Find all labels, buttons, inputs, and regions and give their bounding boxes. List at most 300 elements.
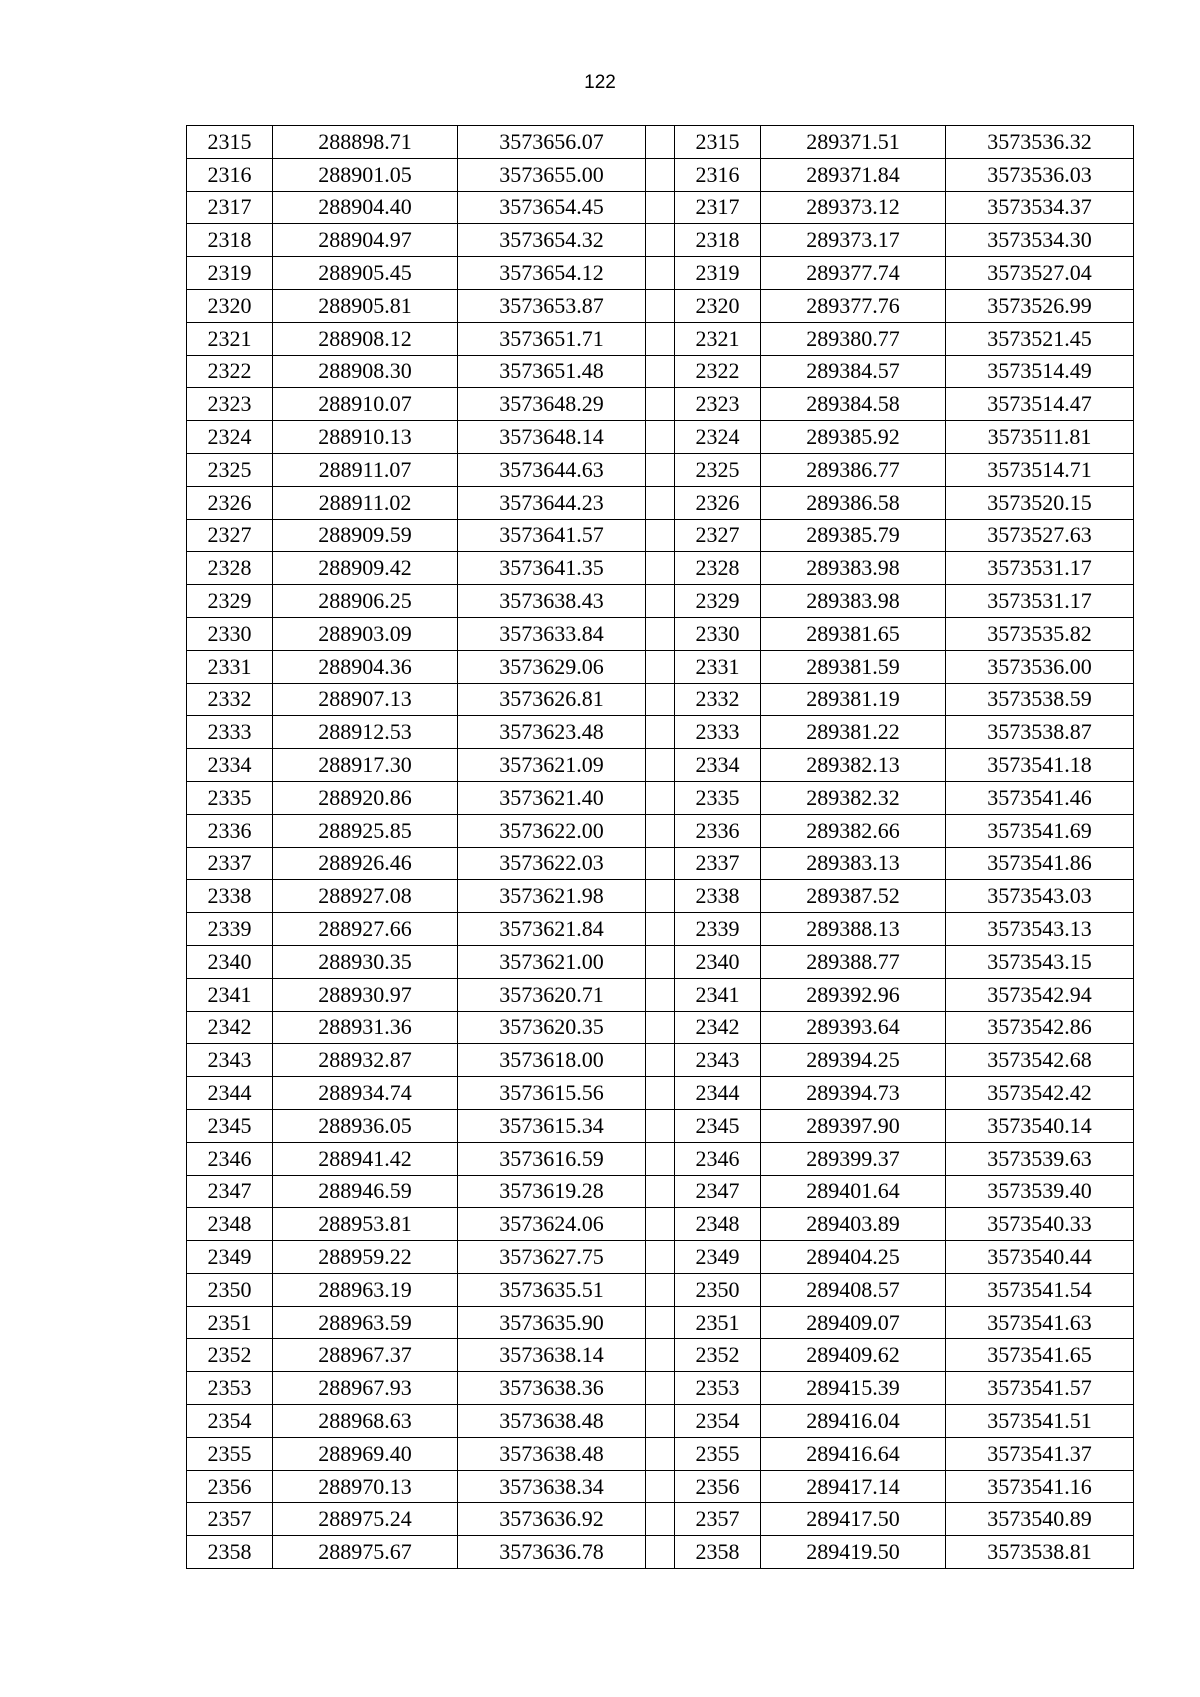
right-x-coordinate-cell: 289383.13 [761, 847, 946, 880]
left-y-coordinate-cell: 3573654.12 [458, 257, 646, 290]
right-point-number-cell: 2349 [675, 1241, 761, 1274]
right-point-number-cell: 2352 [675, 1339, 761, 1372]
left-y-coordinate-cell: 3573619.28 [458, 1175, 646, 1208]
right-x-coordinate-cell: 289386.77 [761, 453, 946, 486]
right-y-coordinate-cell: 3573542.94 [946, 978, 1134, 1011]
right-x-coordinate-cell: 289387.52 [761, 880, 946, 913]
left-y-coordinate-cell: 3573635.90 [458, 1306, 646, 1339]
left-y-coordinate-cell: 3573620.35 [458, 1011, 646, 1044]
right-x-coordinate-cell: 289371.51 [761, 126, 946, 159]
right-y-coordinate-cell: 3573538.81 [946, 1536, 1134, 1569]
right-y-coordinate-cell: 3573542.42 [946, 1077, 1134, 1110]
right-y-coordinate-cell: 3573541.46 [946, 781, 1134, 814]
left-x-coordinate-cell: 288946.59 [273, 1175, 458, 1208]
right-x-coordinate-cell: 289382.32 [761, 781, 946, 814]
right-y-coordinate-cell: 3573511.81 [946, 421, 1134, 454]
right-x-coordinate-cell: 289380.77 [761, 322, 946, 355]
right-x-coordinate-cell: 289388.13 [761, 913, 946, 946]
right-y-coordinate-cell: 3573541.86 [946, 847, 1134, 880]
right-point-number-cell: 2336 [675, 814, 761, 847]
left-x-coordinate-cell: 288909.42 [273, 552, 458, 585]
left-y-coordinate-cell: 3573638.34 [458, 1470, 646, 1503]
left-x-coordinate-cell: 288917.30 [273, 749, 458, 782]
right-point-number-cell: 2350 [675, 1273, 761, 1306]
left-y-coordinate-cell: 3573615.56 [458, 1077, 646, 1110]
left-point-number-cell: 2318 [187, 224, 273, 257]
left-point-number-cell: 2326 [187, 486, 273, 519]
spacer-cell [646, 1339, 675, 1372]
left-x-coordinate-cell: 288926.46 [273, 847, 458, 880]
left-point-number-cell: 2349 [187, 1241, 273, 1274]
table-row [187, 257, 1134, 290]
left-y-coordinate-cell: 3573622.00 [458, 814, 646, 847]
right-point-number-cell: 2346 [675, 1142, 761, 1175]
left-point-number-cell: 2335 [187, 781, 273, 814]
right-point-number-cell: 2348 [675, 1208, 761, 1241]
right-y-coordinate-cell: 3573543.03 [946, 880, 1134, 913]
left-y-coordinate-cell: 3573638.43 [458, 585, 646, 618]
right-x-coordinate-cell: 289417.50 [761, 1503, 946, 1536]
right-x-coordinate-cell: 289383.98 [761, 585, 946, 618]
right-point-number-cell: 2328 [675, 552, 761, 585]
spacer-cell [646, 1405, 675, 1438]
right-x-coordinate-cell: 289384.58 [761, 388, 946, 421]
spacer-cell [646, 1306, 675, 1339]
left-y-coordinate-cell: 3573644.63 [458, 453, 646, 486]
spacer-cell [646, 1011, 675, 1044]
table-row [187, 1273, 1134, 1306]
left-point-number-cell: 2328 [187, 552, 273, 585]
page-number: 122 [584, 72, 616, 93]
right-point-number-cell: 2351 [675, 1306, 761, 1339]
left-x-coordinate-cell: 288908.12 [273, 322, 458, 355]
right-x-coordinate-cell: 289404.25 [761, 1241, 946, 1274]
left-x-coordinate-cell: 288911.02 [273, 486, 458, 519]
left-y-coordinate-cell: 3573627.75 [458, 1241, 646, 1274]
right-point-number-cell: 2329 [675, 585, 761, 618]
right-point-number-cell: 2332 [675, 683, 761, 716]
spacer-cell [646, 617, 675, 650]
left-x-coordinate-cell: 288968.63 [273, 1405, 458, 1438]
spacer-cell [646, 585, 675, 618]
left-y-coordinate-cell: 3573615.34 [458, 1109, 646, 1142]
right-point-number-cell: 2326 [675, 486, 761, 519]
right-x-coordinate-cell: 289373.17 [761, 224, 946, 257]
left-point-number-cell: 2321 [187, 322, 273, 355]
left-x-coordinate-cell: 288910.13 [273, 421, 458, 454]
left-y-coordinate-cell: 3573621.40 [458, 781, 646, 814]
table-row [187, 126, 1134, 159]
spacer-cell [646, 158, 675, 191]
table-row [187, 1372, 1134, 1405]
left-y-coordinate-cell: 3573618.00 [458, 1044, 646, 1077]
spacer-cell [646, 650, 675, 683]
left-y-coordinate-cell: 3573655.00 [458, 158, 646, 191]
left-point-number-cell: 2320 [187, 289, 273, 322]
spacer-cell [646, 1077, 675, 1110]
left-point-number-cell: 2347 [187, 1175, 273, 1208]
right-y-coordinate-cell: 3573514.47 [946, 388, 1134, 421]
table-row [187, 683, 1134, 716]
left-x-coordinate-cell: 288970.13 [273, 1470, 458, 1503]
right-y-coordinate-cell: 3573541.57 [946, 1372, 1134, 1405]
spacer-cell [646, 191, 675, 224]
right-point-number-cell: 2318 [675, 224, 761, 257]
table-row [187, 585, 1134, 618]
table-row [187, 749, 1134, 782]
table-row [187, 1306, 1134, 1339]
left-x-coordinate-cell: 288898.71 [273, 126, 458, 159]
left-x-coordinate-cell: 288931.36 [273, 1011, 458, 1044]
left-x-coordinate-cell: 288904.40 [273, 191, 458, 224]
right-x-coordinate-cell: 289403.89 [761, 1208, 946, 1241]
left-y-coordinate-cell: 3573621.00 [458, 945, 646, 978]
table-row [187, 158, 1134, 191]
table-row [187, 1208, 1134, 1241]
table-row [187, 388, 1134, 421]
left-x-coordinate-cell: 288930.35 [273, 945, 458, 978]
left-point-number-cell: 2356 [187, 1470, 273, 1503]
left-x-coordinate-cell: 288907.13 [273, 683, 458, 716]
left-point-number-cell: 2342 [187, 1011, 273, 1044]
right-x-coordinate-cell: 289416.64 [761, 1437, 946, 1470]
left-x-coordinate-cell: 288927.08 [273, 880, 458, 913]
left-x-coordinate-cell: 288941.42 [273, 1142, 458, 1175]
right-y-coordinate-cell: 3573536.03 [946, 158, 1134, 191]
left-point-number-cell: 2323 [187, 388, 273, 421]
table-row [187, 880, 1134, 913]
left-x-coordinate-cell: 288930.97 [273, 978, 458, 1011]
left-x-coordinate-cell: 288953.81 [273, 1208, 458, 1241]
right-x-coordinate-cell: 289388.77 [761, 945, 946, 978]
left-x-coordinate-cell: 288904.36 [273, 650, 458, 683]
right-point-number-cell: 2327 [675, 519, 761, 552]
table-row [187, 716, 1134, 749]
right-point-number-cell: 2334 [675, 749, 761, 782]
right-y-coordinate-cell: 3573540.14 [946, 1109, 1134, 1142]
left-x-coordinate-cell: 288912.53 [273, 716, 458, 749]
right-point-number-cell: 2321 [675, 322, 761, 355]
table-row [187, 1175, 1134, 1208]
right-y-coordinate-cell: 3573543.15 [946, 945, 1134, 978]
right-x-coordinate-cell: 289383.98 [761, 552, 946, 585]
right-point-number-cell: 2358 [675, 1536, 761, 1569]
table-row [187, 1142, 1134, 1175]
table-row [187, 1470, 1134, 1503]
left-x-coordinate-cell: 288925.85 [273, 814, 458, 847]
right-point-number-cell: 2347 [675, 1175, 761, 1208]
left-x-coordinate-cell: 288901.05 [273, 158, 458, 191]
right-y-coordinate-cell: 3573541.65 [946, 1339, 1134, 1372]
left-y-coordinate-cell: 3573653.87 [458, 289, 646, 322]
right-y-coordinate-cell: 3573527.04 [946, 257, 1134, 290]
right-point-number-cell: 2325 [675, 453, 761, 486]
right-x-coordinate-cell: 289397.90 [761, 1109, 946, 1142]
spacer-cell [646, 978, 675, 1011]
right-x-coordinate-cell: 289381.19 [761, 683, 946, 716]
right-point-number-cell: 2333 [675, 716, 761, 749]
left-point-number-cell: 2354 [187, 1405, 273, 1438]
right-point-number-cell: 2353 [675, 1372, 761, 1405]
table-row [187, 453, 1134, 486]
right-y-coordinate-cell: 3573514.49 [946, 355, 1134, 388]
right-x-coordinate-cell: 289409.62 [761, 1339, 946, 1372]
left-point-number-cell: 2330 [187, 617, 273, 650]
left-x-coordinate-cell: 288927.66 [273, 913, 458, 946]
left-y-coordinate-cell: 3573621.98 [458, 880, 646, 913]
right-y-coordinate-cell: 3573534.30 [946, 224, 1134, 257]
right-x-coordinate-cell: 289415.39 [761, 1372, 946, 1405]
right-y-coordinate-cell: 3573531.17 [946, 552, 1134, 585]
right-y-coordinate-cell: 3573541.51 [946, 1405, 1134, 1438]
table-row [187, 847, 1134, 880]
left-point-number-cell: 2338 [187, 880, 273, 913]
right-y-coordinate-cell: 3573535.82 [946, 617, 1134, 650]
right-point-number-cell: 2315 [675, 126, 761, 159]
right-point-number-cell: 2331 [675, 650, 761, 683]
left-x-coordinate-cell: 288959.22 [273, 1241, 458, 1274]
table-row [187, 1011, 1134, 1044]
right-point-number-cell: 2342 [675, 1011, 761, 1044]
left-point-number-cell: 2348 [187, 1208, 273, 1241]
table-row [187, 1044, 1134, 1077]
right-y-coordinate-cell: 3573534.37 [946, 191, 1134, 224]
left-x-coordinate-cell: 288969.40 [273, 1437, 458, 1470]
right-y-coordinate-cell: 3573527.63 [946, 519, 1134, 552]
left-y-coordinate-cell: 3573626.81 [458, 683, 646, 716]
right-x-coordinate-cell: 289377.74 [761, 257, 946, 290]
left-y-coordinate-cell: 3573635.51 [458, 1273, 646, 1306]
right-point-number-cell: 2330 [675, 617, 761, 650]
left-point-number-cell: 2350 [187, 1273, 273, 1306]
right-x-coordinate-cell: 289382.66 [761, 814, 946, 847]
left-point-number-cell: 2333 [187, 716, 273, 749]
spacer-cell [646, 913, 675, 946]
left-y-coordinate-cell: 3573624.06 [458, 1208, 646, 1241]
left-x-coordinate-cell: 288975.24 [273, 1503, 458, 1536]
left-y-coordinate-cell: 3573636.92 [458, 1503, 646, 1536]
table-row [187, 650, 1134, 683]
left-point-number-cell: 2346 [187, 1142, 273, 1175]
coordinates-table-body [187, 126, 1134, 1569]
spacer-cell [646, 716, 675, 749]
left-x-coordinate-cell: 288903.09 [273, 617, 458, 650]
table-row [187, 1109, 1134, 1142]
right-point-number-cell: 2338 [675, 880, 761, 913]
right-x-coordinate-cell: 289394.25 [761, 1044, 946, 1077]
left-point-number-cell: 2337 [187, 847, 273, 880]
left-y-coordinate-cell: 3573620.71 [458, 978, 646, 1011]
left-point-number-cell: 2343 [187, 1044, 273, 1077]
left-point-number-cell: 2327 [187, 519, 273, 552]
right-point-number-cell: 2357 [675, 1503, 761, 1536]
table-row [187, 945, 1134, 978]
spacer-cell [646, 1503, 675, 1536]
left-x-coordinate-cell: 288906.25 [273, 585, 458, 618]
right-y-coordinate-cell: 3573542.86 [946, 1011, 1134, 1044]
spacer-cell [646, 1142, 675, 1175]
left-y-coordinate-cell: 3573648.29 [458, 388, 646, 421]
right-point-number-cell: 2320 [675, 289, 761, 322]
right-y-coordinate-cell: 3573521.45 [946, 322, 1134, 355]
spacer-cell [646, 224, 675, 257]
left-x-coordinate-cell: 288920.86 [273, 781, 458, 814]
table-row [187, 1339, 1134, 1372]
table-row [187, 289, 1134, 322]
right-point-number-cell: 2316 [675, 158, 761, 191]
left-y-coordinate-cell: 3573633.84 [458, 617, 646, 650]
left-point-number-cell: 2331 [187, 650, 273, 683]
right-y-coordinate-cell: 3573539.40 [946, 1175, 1134, 1208]
right-point-number-cell: 2355 [675, 1437, 761, 1470]
right-y-coordinate-cell: 3573541.18 [946, 749, 1134, 782]
right-y-coordinate-cell: 3573542.68 [946, 1044, 1134, 1077]
left-y-coordinate-cell: 3573651.48 [458, 355, 646, 388]
table-row [187, 1241, 1134, 1274]
table-row [187, 781, 1134, 814]
spacer-cell [646, 355, 675, 388]
left-point-number-cell: 2353 [187, 1372, 273, 1405]
right-y-coordinate-cell: 3573536.32 [946, 126, 1134, 159]
table-row [187, 1503, 1134, 1536]
right-x-coordinate-cell: 289373.12 [761, 191, 946, 224]
table-row [187, 1077, 1134, 1110]
right-point-number-cell: 2324 [675, 421, 761, 454]
right-x-coordinate-cell: 289419.50 [761, 1536, 946, 1569]
table-row [187, 322, 1134, 355]
spacer-cell [646, 1109, 675, 1142]
left-y-coordinate-cell: 3573636.78 [458, 1536, 646, 1569]
right-x-coordinate-cell: 289399.37 [761, 1142, 946, 1175]
table-row [187, 355, 1134, 388]
spacer-cell [646, 1273, 675, 1306]
right-x-coordinate-cell: 289393.64 [761, 1011, 946, 1044]
left-point-number-cell: 2336 [187, 814, 273, 847]
table-row [187, 1437, 1134, 1470]
left-point-number-cell: 2334 [187, 749, 273, 782]
left-y-coordinate-cell: 3573621.09 [458, 749, 646, 782]
table-row [187, 913, 1134, 946]
left-point-number-cell: 2325 [187, 453, 273, 486]
left-point-number-cell: 2329 [187, 585, 273, 618]
right-x-coordinate-cell: 289417.14 [761, 1470, 946, 1503]
table-row [187, 1536, 1134, 1569]
table-row [187, 191, 1134, 224]
left-x-coordinate-cell: 288963.59 [273, 1306, 458, 1339]
table-row [187, 1405, 1134, 1438]
left-x-coordinate-cell: 288910.07 [273, 388, 458, 421]
spacer-cell [646, 453, 675, 486]
left-y-coordinate-cell: 3573638.48 [458, 1405, 646, 1438]
left-y-coordinate-cell: 3573621.84 [458, 913, 646, 946]
left-x-coordinate-cell: 288963.19 [273, 1273, 458, 1306]
left-point-number-cell: 2319 [187, 257, 273, 290]
spacer-cell [646, 1175, 675, 1208]
right-y-coordinate-cell: 3573538.87 [946, 716, 1134, 749]
right-point-number-cell: 2339 [675, 913, 761, 946]
right-y-coordinate-cell: 3573531.17 [946, 585, 1134, 618]
left-point-number-cell: 2332 [187, 683, 273, 716]
right-x-coordinate-cell: 289385.79 [761, 519, 946, 552]
spacer-cell [646, 945, 675, 978]
left-y-coordinate-cell: 3573638.36 [458, 1372, 646, 1405]
spacer-cell [646, 814, 675, 847]
left-point-number-cell: 2351 [187, 1306, 273, 1339]
spacer-cell [646, 257, 675, 290]
left-point-number-cell: 2324 [187, 421, 273, 454]
left-point-number-cell: 2345 [187, 1109, 273, 1142]
spacer-cell [646, 749, 675, 782]
left-y-coordinate-cell: 3573641.57 [458, 519, 646, 552]
right-point-number-cell: 2319 [675, 257, 761, 290]
right-y-coordinate-cell: 3573540.33 [946, 1208, 1134, 1241]
left-y-coordinate-cell: 3573648.14 [458, 421, 646, 454]
right-y-coordinate-cell: 3573541.69 [946, 814, 1134, 847]
spacer-cell [646, 486, 675, 519]
right-x-coordinate-cell: 289408.57 [761, 1273, 946, 1306]
right-point-number-cell: 2354 [675, 1405, 761, 1438]
spacer-cell [646, 388, 675, 421]
left-x-coordinate-cell: 288905.45 [273, 257, 458, 290]
spacer-cell [646, 1372, 675, 1405]
left-point-number-cell: 2315 [187, 126, 273, 159]
table-row [187, 421, 1134, 454]
right-point-number-cell: 2356 [675, 1470, 761, 1503]
right-x-coordinate-cell: 289386.58 [761, 486, 946, 519]
right-x-coordinate-cell: 289377.76 [761, 289, 946, 322]
table-row [187, 978, 1134, 1011]
right-point-number-cell: 2343 [675, 1044, 761, 1077]
spacer-cell [646, 519, 675, 552]
left-x-coordinate-cell: 288905.81 [273, 289, 458, 322]
spacer-cell [646, 1241, 675, 1274]
left-y-coordinate-cell: 3573654.45 [458, 191, 646, 224]
spacer-cell [646, 322, 675, 355]
left-y-coordinate-cell: 3573616.59 [458, 1142, 646, 1175]
table-row [187, 519, 1134, 552]
right-y-coordinate-cell: 3573520.15 [946, 486, 1134, 519]
right-point-number-cell: 2322 [675, 355, 761, 388]
spacer-cell [646, 1437, 675, 1470]
left-y-coordinate-cell: 3573638.14 [458, 1339, 646, 1372]
right-x-coordinate-cell: 289381.59 [761, 650, 946, 683]
right-y-coordinate-cell: 3573543.13 [946, 913, 1134, 946]
left-y-coordinate-cell: 3573622.03 [458, 847, 646, 880]
right-y-coordinate-cell: 3573538.59 [946, 683, 1134, 716]
left-x-coordinate-cell: 288904.97 [273, 224, 458, 257]
left-y-coordinate-cell: 3573644.23 [458, 486, 646, 519]
right-x-coordinate-cell: 289401.64 [761, 1175, 946, 1208]
left-x-coordinate-cell: 288967.37 [273, 1339, 458, 1372]
right-x-coordinate-cell: 289385.92 [761, 421, 946, 454]
spacer-cell [646, 880, 675, 913]
left-point-number-cell: 2355 [187, 1437, 273, 1470]
right-point-number-cell: 2337 [675, 847, 761, 880]
right-y-coordinate-cell: 3573540.89 [946, 1503, 1134, 1536]
spacer-cell [646, 781, 675, 814]
right-y-coordinate-cell: 3573539.63 [946, 1142, 1134, 1175]
left-point-number-cell: 2344 [187, 1077, 273, 1110]
left-point-number-cell: 2317 [187, 191, 273, 224]
left-y-coordinate-cell: 3573638.48 [458, 1437, 646, 1470]
spacer-cell [646, 1208, 675, 1241]
spacer-cell [646, 126, 675, 159]
spacer-cell [646, 1470, 675, 1503]
right-y-coordinate-cell: 3573536.00 [946, 650, 1134, 683]
right-x-coordinate-cell: 289381.22 [761, 716, 946, 749]
table-row [187, 486, 1134, 519]
left-x-coordinate-cell: 288932.87 [273, 1044, 458, 1077]
